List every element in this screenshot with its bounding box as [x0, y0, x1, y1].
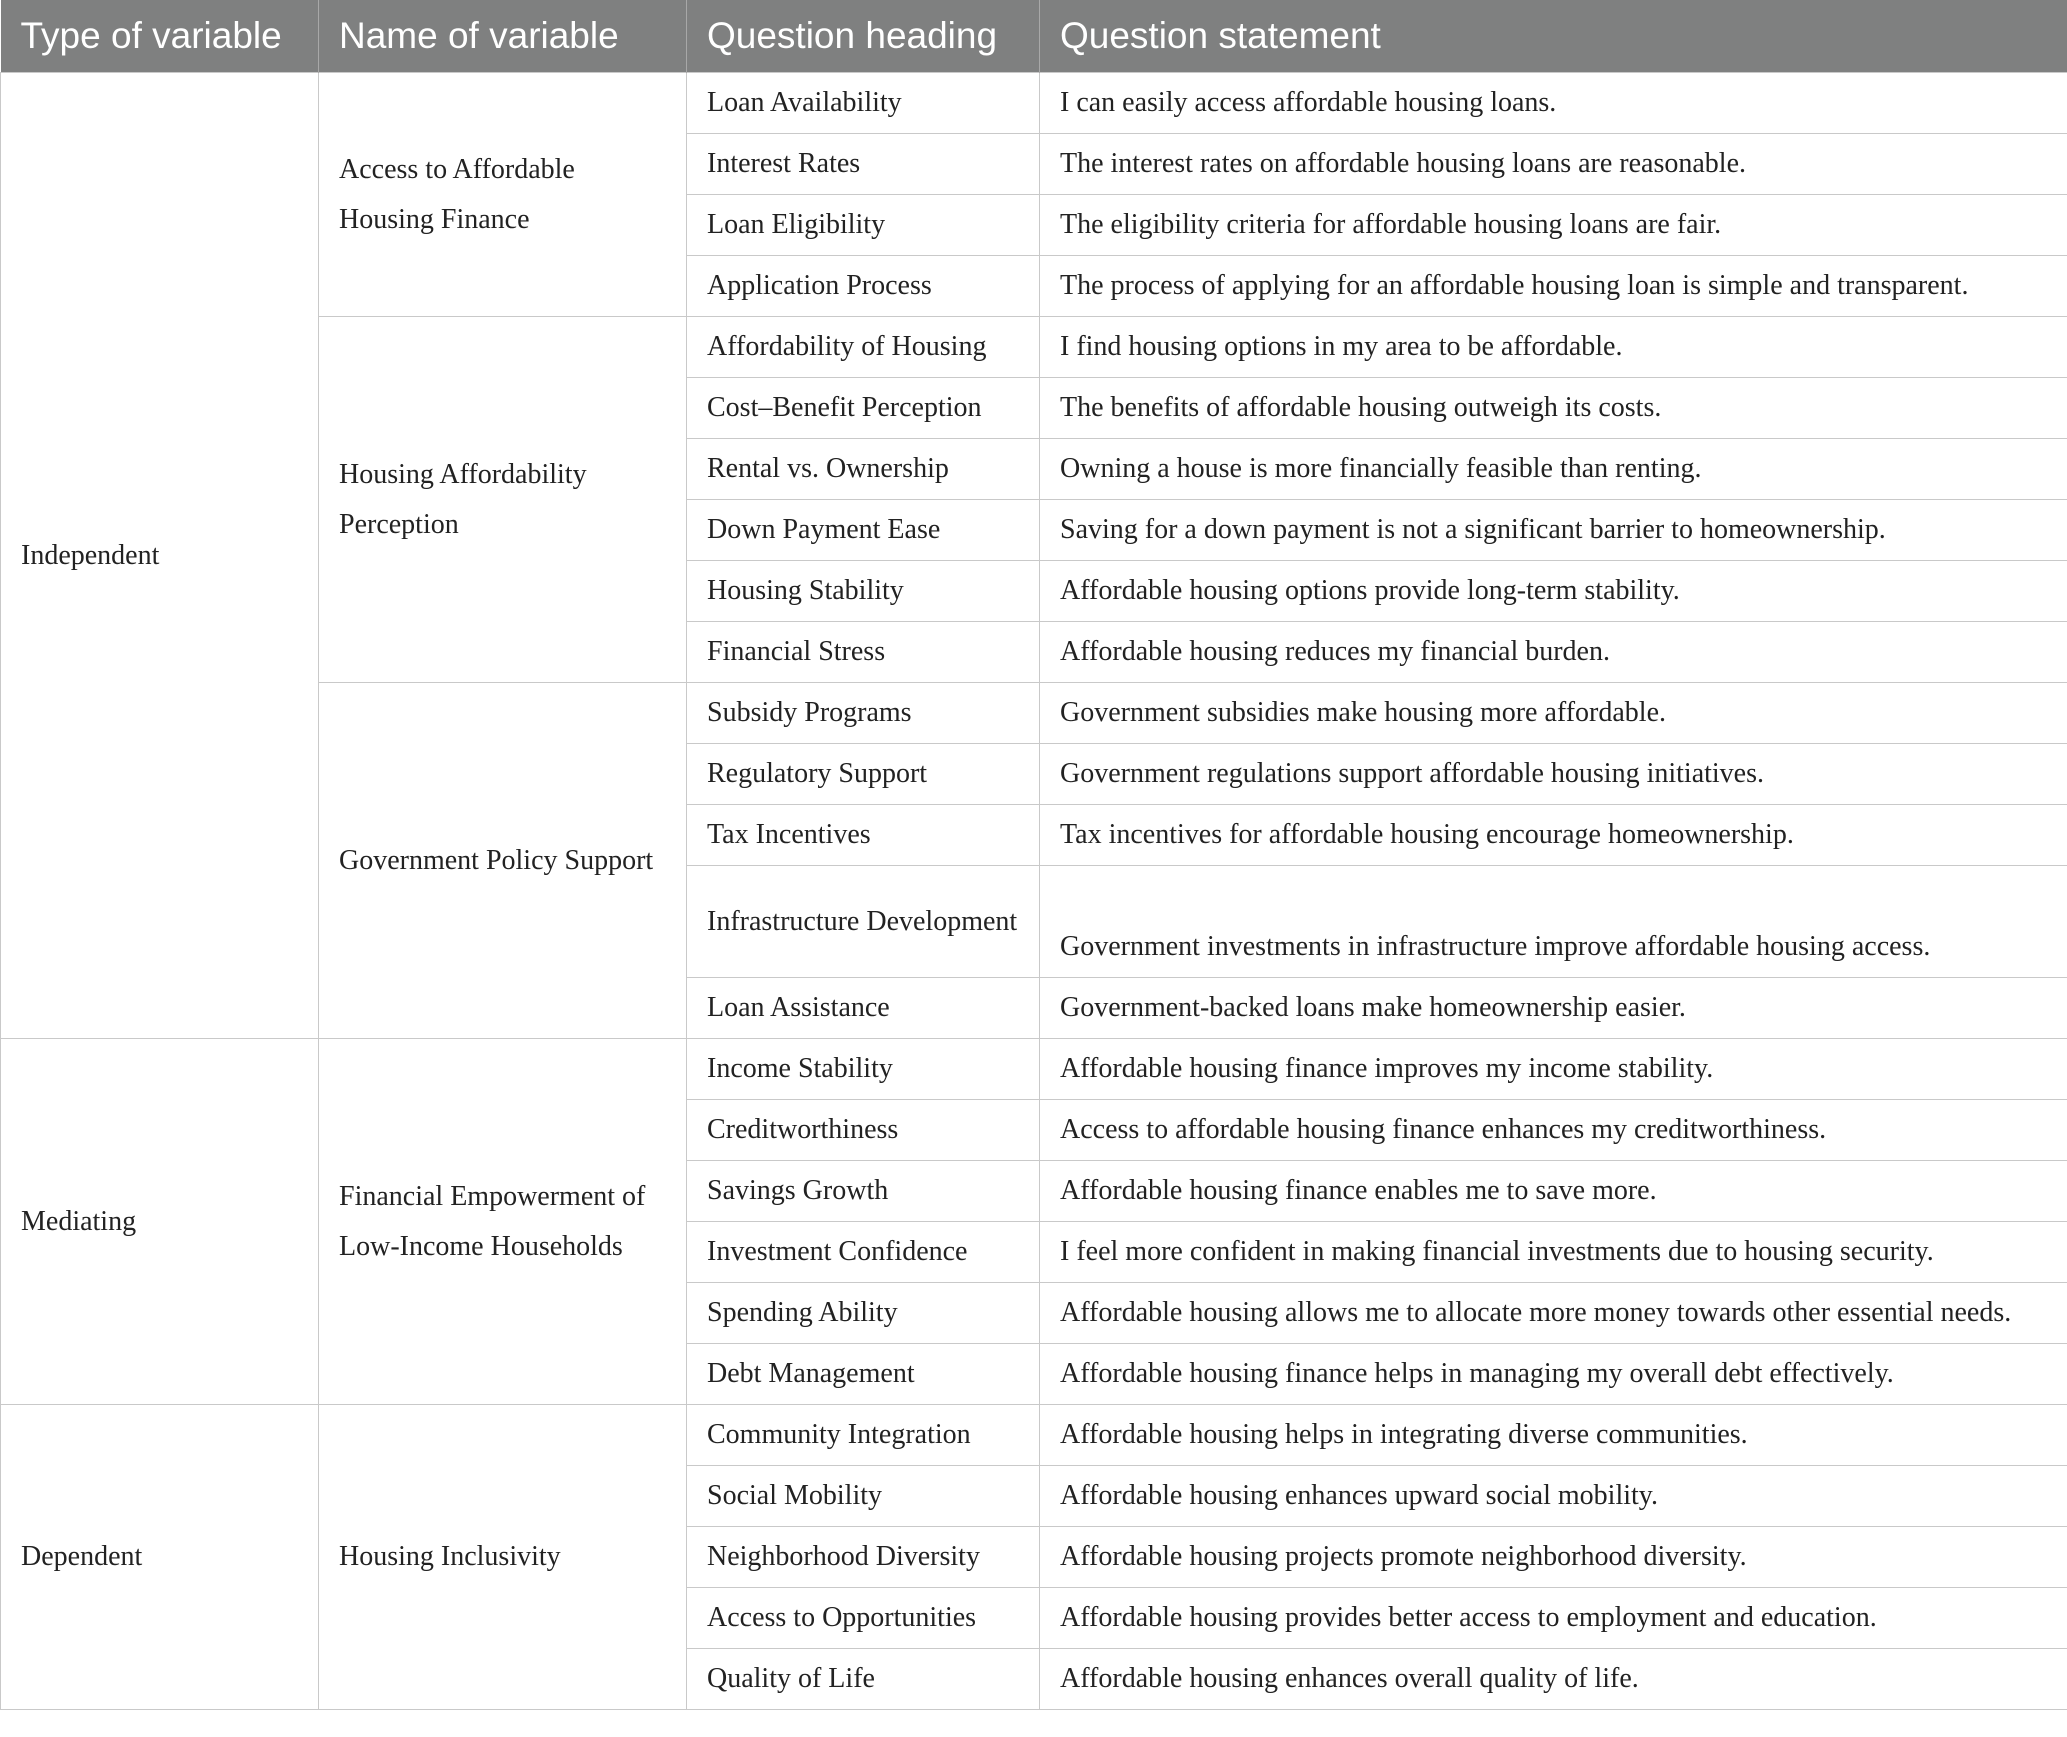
question-heading-cell: Subsidy Programs	[687, 683, 1040, 744]
question-statement-cell: Affordable housing options provide long-term stability.	[1040, 561, 2067, 622]
question-statement-cell: I can easily access affordable housing loans.	[1040, 73, 2067, 134]
header-row	[1, 0, 2067, 73]
table-header	[1, 0, 2067, 73]
question-statement-cell: Affordable housing reduces my financial burden.	[1040, 622, 2067, 683]
question-statement-cell: Affordable housing helps in integrating diverse communities.	[1040, 1405, 2067, 1466]
question-statement-cell: Affordable housing provides better access to employment and education.	[1040, 1588, 2067, 1649]
question-heading-cell: Spending Ability	[687, 1283, 1040, 1344]
header-type-of-variable: Type of variable	[1, 0, 319, 73]
question-statement-cell: Owning a house is more financially feasible than renting.	[1040, 439, 2067, 500]
question-statement-cell: Tax incentives for affordable housing encourage homeownership.	[1040, 805, 2067, 866]
question-heading-cell: Application Process	[687, 256, 1040, 317]
variable-cell-inclusivity: Housing Inclusivity	[319, 1405, 687, 1710]
type-cell-dependent: Dependent	[1, 1405, 319, 1710]
question-statement-cell: Affordable housing finance enables me to save more.	[1040, 1161, 2067, 1222]
table-row	[1, 1405, 2067, 1466]
question-heading-cell: Financial Stress	[687, 622, 1040, 683]
question-heading-cell: Access to Opportunities	[687, 1588, 1040, 1649]
header-name-of-variable: Name of variable	[319, 0, 687, 73]
question-statement-cell: Saving for a down payment is not a significant barrier to homeownership.	[1040, 500, 2067, 561]
question-statement-cell: Government regulations support affordable housing initiatives.	[1040, 744, 2067, 805]
header-question-heading: Question heading	[687, 0, 1040, 73]
question-statement-cell: The process of applying for an affordable housing loan is simple and transparent.	[1040, 256, 2067, 317]
question-statement-cell: Affordable housing finance improves my income stability.	[1040, 1039, 2067, 1100]
header-question-statement: Question statement	[1040, 0, 2067, 73]
question-heading-cell: Neighborhood Diversity	[687, 1527, 1040, 1588]
question-heading-cell: Creditworthiness	[687, 1100, 1040, 1161]
variable-cell-access: Access to Affordable Housing Finance	[319, 73, 687, 317]
question-statement-cell: The benefits of affordable housing outweigh its costs.	[1040, 378, 2067, 439]
question-statement-cell: Affordable housing enhances upward social mobility.	[1040, 1466, 2067, 1527]
type-cell-independent: Independent	[1, 73, 319, 1039]
question-statement-cell: I feel more confident in making financial investments due to housing security.	[1040, 1222, 2067, 1283]
question-heading-cell: Regulatory Support	[687, 744, 1040, 805]
question-heading-cell: Interest Rates	[687, 134, 1040, 195]
question-statement-cell: I find housing options in my area to be affordable.	[1040, 317, 2067, 378]
variable-cell-policy: Government Policy Support	[319, 683, 687, 1039]
table-body	[1, 73, 2067, 1710]
type-cell-mediating: Mediating	[1, 1039, 319, 1405]
question-statement-cell: Government subsidies make housing more affordable.	[1040, 683, 2067, 744]
question-statement-cell: Affordable housing finance helps in managing my overall debt effectively.	[1040, 1344, 2067, 1405]
question-heading-cell: Loan Assistance	[687, 978, 1040, 1039]
question-heading-cell: Affordability of Housing	[687, 317, 1040, 378]
question-heading-cell: Debt Management	[687, 1344, 1040, 1405]
question-statement-cell: Affordable housing projects promote neighborhood diversity.	[1040, 1527, 2067, 1588]
question-heading-cell: Rental vs. Ownership	[687, 439, 1040, 500]
question-statement-cell: Government-backed loans make homeownership easier.	[1040, 978, 2067, 1039]
variable-cell-perception: Housing Affordability Perception	[319, 317, 687, 683]
question-heading-cell: Investment Confidence	[687, 1222, 1040, 1283]
question-heading-cell: Income Stability	[687, 1039, 1040, 1100]
question-heading-cell: Quality of Life	[687, 1649, 1040, 1710]
question-statement-cell: Affordable housing allows me to allocate more money towards other essential needs.	[1040, 1283, 2067, 1344]
table-row	[1, 1039, 2067, 1100]
table-row	[1, 73, 2067, 134]
question-heading-cell: Community Integration	[687, 1405, 1040, 1466]
question-statement-cell: Government investments in infrastructure improve affordable housing access.	[1040, 866, 2067, 978]
question-heading-cell: Loan Availability	[687, 73, 1040, 134]
question-heading-cell: Savings Growth	[687, 1161, 1040, 1222]
question-statement-cell: Affordable housing enhances overall quality of life.	[1040, 1649, 2067, 1710]
question-heading-cell: Cost–Benefit Perception	[687, 378, 1040, 439]
question-heading-cell: Loan Eligibility	[687, 195, 1040, 256]
question-heading-cell: Housing Stability	[687, 561, 1040, 622]
question-heading-cell: Social Mobility	[687, 1466, 1040, 1527]
variable-cell-empowerment: Financial Empowerment of Low-Income Households	[319, 1039, 687, 1405]
question-heading-cell: Infrastructure Development	[687, 866, 1040, 978]
question-statement-cell: The eligibility criteria for affordable housing loans are fair.	[1040, 195, 2067, 256]
question-statement-cell: Access to affordable housing finance enhances my creditworthiness.	[1040, 1100, 2067, 1161]
question-statement-cell: The interest rates on affordable housing loans are reasonable.	[1040, 134, 2067, 195]
question-heading-cell: Down Payment Ease	[687, 500, 1040, 561]
question-heading-cell: Tax Incentives	[687, 805, 1040, 866]
